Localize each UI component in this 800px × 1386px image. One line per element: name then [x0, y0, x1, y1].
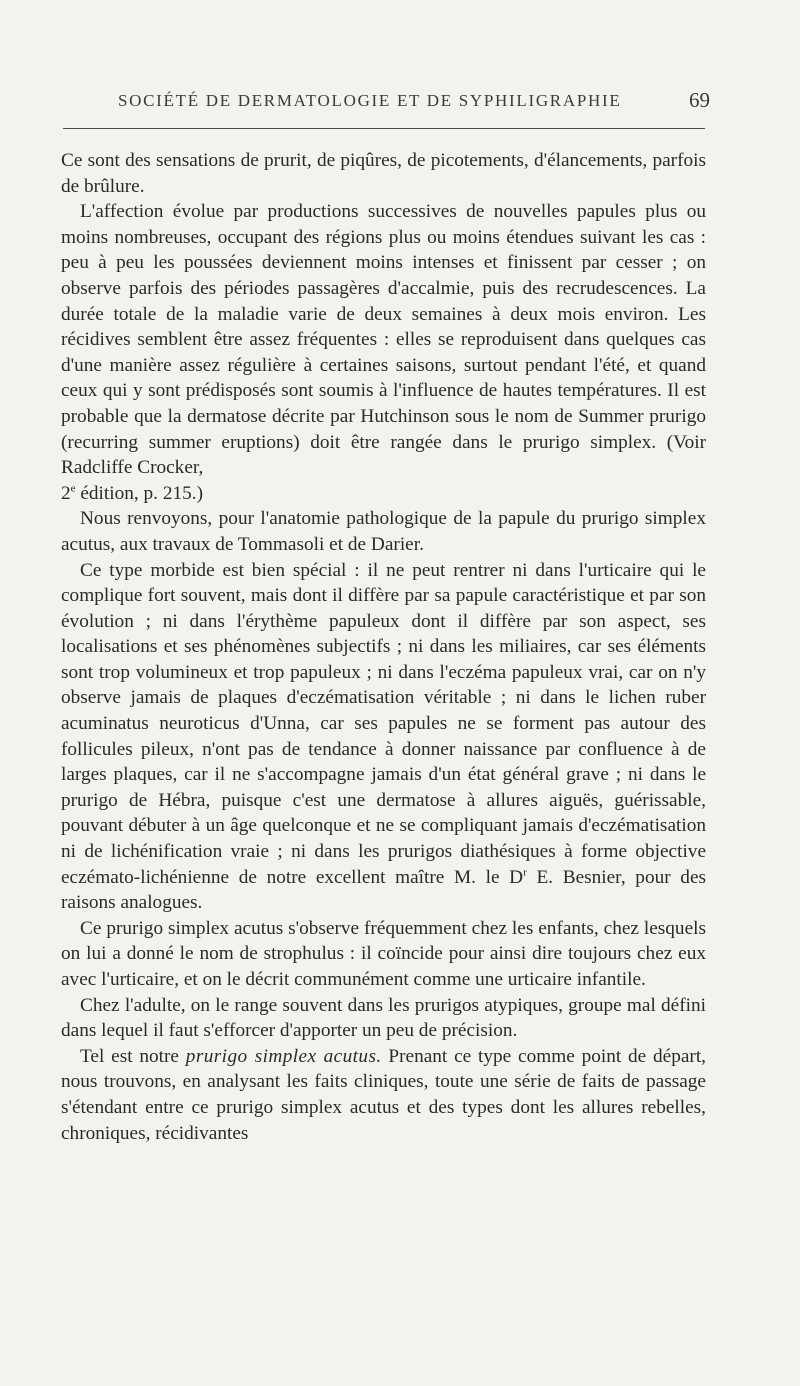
paragraph-1 — [61, 148, 706, 199]
running-header — [60, 88, 710, 116]
header-rule — [63, 128, 705, 129]
superscript: r — [523, 866, 527, 879]
paragraph-2 — [61, 199, 706, 506]
paragraph-text: Nous renvoyons, pour l'anatomie pathologique de la papule du prurigo simplex acutus, aux travaux de Tommasoli et de Darier. — [61, 508, 706, 555]
paragraph-5 — [61, 916, 706, 993]
paragraph-text: L'affection évolue par productions successives de nouvelles papules plus ou moins nombreuses, occupant des régions plus ou moins étendues suivant les cas : peu à peu les poussées deviennent moins intenses et finissent par cesser ; on observe parfois des périodes passagères d'accalmie, puis des recrudescences. La durée totale de la maladie varie de deux semaines à deux mois environ. Les récidives semblent être assez fréquentes : elles se reproduisent dans quelques cas d'une manière assez régulière à certaines saisons, surtout pendant l'été, et quand ceux qui y sont prédisposés sont soumis à l'influence de hautes températures. Il est probable que la dermatose décrite par Hutchinson sous le nom de Summer prurigo (recurring summer eruptions) doit être rangée dans le prurigo simplex. (Voir Radcliffe Crocker, — [61, 201, 706, 479]
paragraph-text: Tel est notre — [80, 1045, 186, 1067]
paragraph-text: Prenant ce type comme point de départ, nous trouvons, en analysant les faits cliniques, toute une série de faits de passage s'étendant entre ce prurigo simplex acutus et des types dont les allures rebelles, chroniques, récidivantes — [61, 1045, 706, 1144]
paragraph-text: Ce sont des sensations de prurit, de piqûres, de picotements, d'élancements, parfois de brûlure. — [61, 150, 706, 197]
body-text — [61, 148, 706, 1146]
edition-number: 2 — [61, 482, 71, 504]
paragraph-text: Ce prurigo simplex acutus s'observe fréquemment chez les enfants, chez lesquels on lui a donné le nom de strophulus : il coïncide pour ainsi dire toujours chez eux avec l'urticaire, et on le décrit communément comme une urticaire infantile. — [61, 917, 706, 990]
paragraph-text: édition, p. 215.) — [75, 482, 203, 504]
paragraph-4 — [61, 558, 706, 916]
paragraph-text: E. Besnier, pour des raisons analogues. — [61, 866, 707, 914]
running-title: SOCIÉTÉ DE DERMATOLOGIE ET DE SYPHILIGRAPHIE — [118, 91, 622, 110]
page-number: 69 — [689, 88, 710, 112]
paragraph-text: Chez l'adulte, on le range souvent dans les prurigos atypiques, groupe mal défini dans lequel il faut s'efforcer d'apporter un peu de précision. — [61, 994, 706, 1042]
paragraph-text: Ce type morbide est bien spécial : il ne peut rentrer ni dans l'urticaire qui le complique fort souvent, mais dont il diffère par sa papule caractéristique et par son évolution ; ni dans l'érythème papuleux dont il diffère par son aspect, ses localisations et ses phénomènes subjectifs ; ni dans les miliaires, car ses éléments sont trop volumineux et trop papuleux ; ni dans l'eczéma papuleux vrai, car on n'y observe jamais de plaques d'eczématisation véritable ; ni dans le lichen ruber acuminatus neuroticus d'Unna, car ses papules ne se forment pas autour des follicules pileux, n'ont pas de tendance à donner naissance par confluence à de larges plaques, car il ne s'accompagne jamais d'un état général grave ; ni dans le prurigo de Hébra, puisque c'est une dermatose à allures aiguës, guérissable, pouvant débuter à un âge quelconque et ne se compliquant jamais d'eczématisation ni de lichénification vraie ; ni dans les prurigos diathésiques à forme objective eczémato-lichénienne de notre excellent maître M. le D — [61, 559, 706, 888]
paragraph-7 — [61, 1044, 706, 1146]
paragraph-6 — [61, 993, 706, 1044]
italic-term: prurigo simplex acutus. — [185, 1045, 382, 1067]
superscript: e — [70, 482, 76, 495]
paragraph-3 — [61, 506, 706, 557]
